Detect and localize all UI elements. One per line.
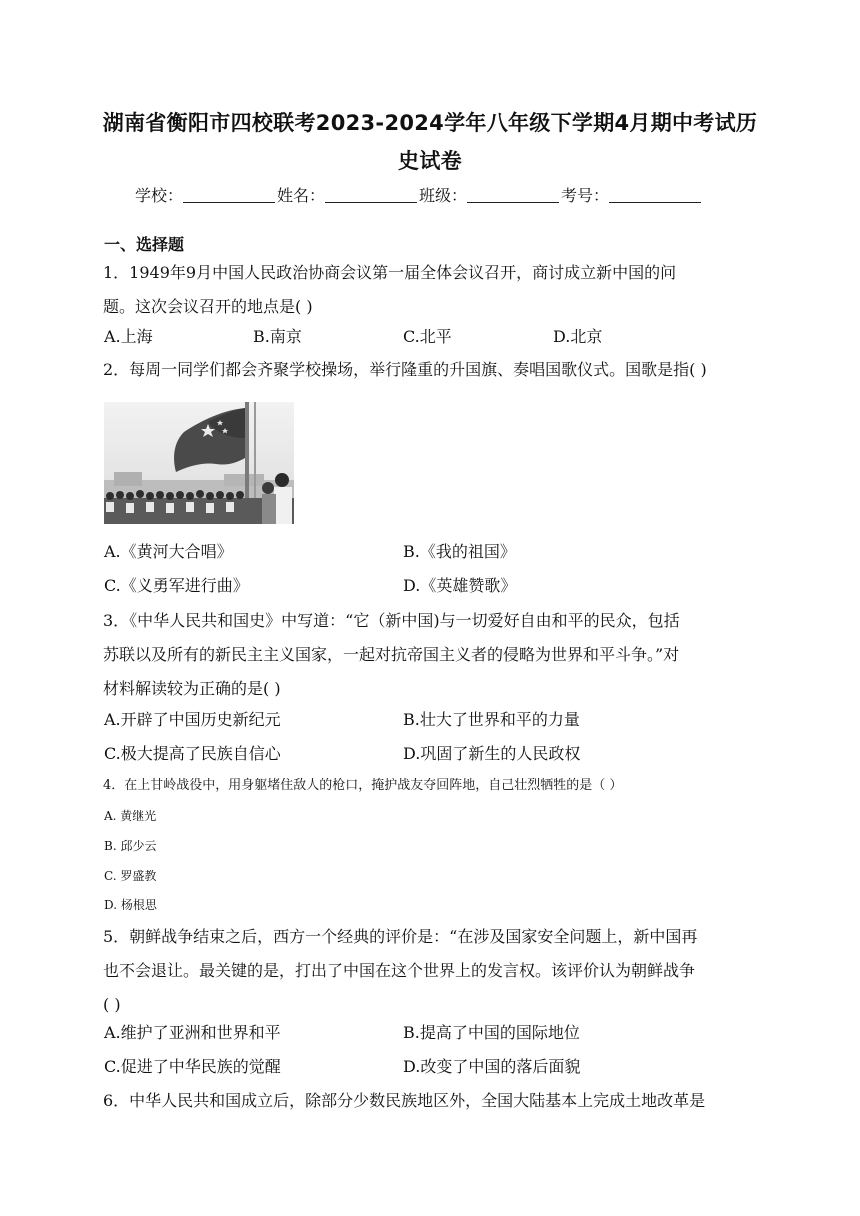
question-2-option-c[interactable]: C.《义勇军进行曲》 xyxy=(104,576,249,595)
question-3-line-3: 材料解读较为正确的是( ) xyxy=(103,679,281,698)
exam-title xyxy=(90,104,770,180)
question-5-option-b[interactable]: B.提高了中国的国际地位 xyxy=(403,1023,580,1042)
question-1-option-d[interactable]: D.北京 xyxy=(553,327,603,346)
question-3-option-a[interactable]: A.开辟了中国历史新纪元 xyxy=(104,710,281,729)
question-1-option-a[interactable]: A.上海 xyxy=(104,327,153,346)
question-4-option-d[interactable]: D. 杨根思 xyxy=(104,898,157,912)
question-1-line-2: 题。这次会议召开的地点是( ) xyxy=(103,297,313,316)
question-3-option-d[interactable]: D.巩固了新生的人民政权 xyxy=(403,744,581,763)
school-label: 学校： xyxy=(135,186,184,205)
name-blank[interactable] xyxy=(325,186,417,203)
question-2-option-d[interactable]: D.《英雄赞歌》 xyxy=(403,576,517,595)
title-line-1: 湖南省衡阳市四校联考2023-2024学年八年级下学期4月期中考试历 xyxy=(102,111,758,135)
exam-no-label: 考号： xyxy=(561,186,610,205)
question-4-option-b[interactable]: B. 邱少云 xyxy=(104,839,157,853)
exam-no-blank[interactable] xyxy=(609,186,701,203)
student-info-line xyxy=(135,184,703,208)
name-label: 姓名： xyxy=(277,186,326,205)
question-5-stem xyxy=(103,920,763,1022)
question-2-option-b[interactable]: B.《我的祖国》 xyxy=(403,542,516,561)
question-1-stem xyxy=(103,256,763,324)
question-1-line-1: 1．1949年9月中国人民政治协商会议第一届全体会议召开，商讨成立新中国的问 xyxy=(103,263,677,282)
question-3-option-b[interactable]: B.壮大了世界和平的力量 xyxy=(403,710,580,729)
flag-raising-photo xyxy=(104,402,294,524)
question-5-option-d[interactable]: D.改变了中国的落后面貌 xyxy=(403,1057,581,1076)
question-3-line-1: 3．《中华人民共和国史》中写道：“它（新中国)与一切爱好自由和平的民众，包括 xyxy=(103,611,680,630)
question-5-option-a[interactable]: A.维护了亚洲和世界和平 xyxy=(104,1023,281,1042)
question-4-line-1: 4．在上甘岭战役中，用身躯堵住敌人的枪口，掩护战友夺回阵地，自己壮烈牺牲的是（ ） xyxy=(103,778,623,793)
title-line-2: 史试卷 xyxy=(398,149,462,173)
question-1-option-b[interactable]: B.南京 xyxy=(253,327,302,346)
question-2-line-1: 2．每周一同学们都会齐聚学校操场，举行隆重的升国旗、奏唱国歌仪式。国歌是指( ) xyxy=(103,360,707,379)
school-blank[interactable] xyxy=(183,186,275,203)
question-6-line-1: 6．中华人民共和国成立后，除部分少数民族地区外，全国大陆基本上完成土地改革是 xyxy=(103,1091,706,1110)
question-3-line-2: 苏联以及所有的新民主主义国家，一起对抗帝国主义者的侵略为世界和平斗争。”对 xyxy=(103,645,680,664)
question-3-stem xyxy=(103,604,763,706)
question-1-option-c[interactable]: C.北平 xyxy=(403,327,452,346)
question-5-line-1: 5．朝鲜战争结束之后，西方一个经典的评价是：“在涉及国家安全问题上，新中国再 xyxy=(103,927,698,946)
question-2-stem xyxy=(103,353,763,387)
question-6-stem xyxy=(103,1084,763,1118)
question-4-option-a[interactable]: A. 黄继光 xyxy=(104,809,157,823)
class-label: 班级： xyxy=(419,186,468,205)
question-5-line-2: 也不会退让。最关键的是，打出了中国在这个世界上的发言权。该评价认为朝鲜战争 xyxy=(103,961,696,980)
question-4-stem xyxy=(103,775,763,797)
question-4-option-c[interactable]: C. 罗盛教 xyxy=(104,869,157,883)
question-5-line-3: ( ) xyxy=(103,995,121,1014)
section-heading: 一、选择题 xyxy=(104,235,185,254)
question-5-option-c[interactable]: C.促进了中华民族的觉醒 xyxy=(104,1057,281,1076)
class-blank[interactable] xyxy=(467,186,559,203)
question-2-option-a[interactable]: A.《黄河大合唱》 xyxy=(104,542,233,561)
question-3-option-c[interactable]: C.极大提高了民族自信心 xyxy=(104,744,281,763)
